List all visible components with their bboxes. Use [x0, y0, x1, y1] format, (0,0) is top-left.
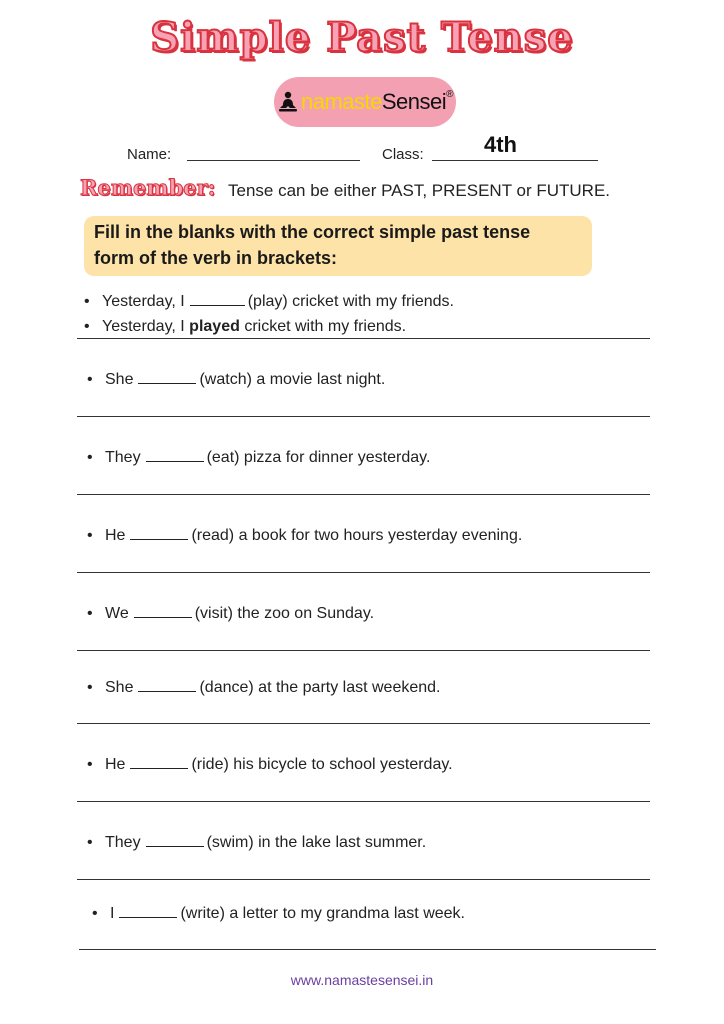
- example-answer: • Yesterday, I played cricket with my friends.: [84, 318, 407, 335]
- footer-url[interactable]: www.namastesensei.in: [290, 972, 434, 988]
- blank-field[interactable]: [134, 603, 192, 618]
- answer-line[interactable]: [77, 494, 650, 495]
- class-value: 4th: [484, 132, 517, 157]
- logo-text: namasteSensei®: [300, 89, 454, 114]
- question-item: • She (dance) at the party last weekend.: [87, 679, 441, 696]
- blank-field[interactable]: [130, 525, 188, 540]
- blank-field[interactable]: [138, 677, 196, 692]
- question-item: • He (read) a book for two hours yesterday evening.: [87, 527, 523, 544]
- answer-line[interactable]: [77, 572, 650, 573]
- example-blank: [190, 291, 245, 306]
- question-item: • She (watch) a movie last night.: [87, 371, 386, 388]
- question-item: • They (eat) pizza for dinner yesterday.: [87, 449, 431, 466]
- answer-line[interactable]: [77, 416, 650, 417]
- answer-line[interactable]: [79, 949, 656, 950]
- question-item: • They (swim) in the lake last summer.: [87, 834, 427, 851]
- meditating-person-icon: [277, 91, 299, 113]
- logo-badge: [274, 77, 456, 127]
- blank-field[interactable]: [146, 447, 204, 462]
- answer-line[interactable]: [77, 650, 650, 651]
- answer-line[interactable]: [77, 879, 650, 880]
- answer-line[interactable]: [77, 801, 650, 802]
- instruction-line-1: Fill in the blanks with the correct simple past tense: [94, 222, 531, 242]
- question-item: • I (write) a letter to my grandma last week.: [92, 905, 465, 922]
- blank-field[interactable]: [119, 903, 177, 918]
- name-label: Name:: [127, 146, 172, 163]
- remember-text: Tense can be either PAST, PRESENT or FUTURE.: [228, 181, 611, 200]
- worksheet-title: Simple Past Tense: [150, 14, 574, 61]
- instruction-box: [84, 216, 592, 276]
- remember-heading: Remember:: [80, 175, 216, 200]
- instruction-line-2: form of the verb in brackets:: [94, 248, 338, 268]
- class-label: Class:: [382, 146, 424, 163]
- blank-field[interactable]: [130, 754, 188, 769]
- blank-field[interactable]: [146, 832, 204, 847]
- class-field[interactable]: [432, 160, 598, 161]
- answer-line[interactable]: [77, 723, 650, 724]
- example-question: • Yesterday, I (play) cricket with my friends.: [84, 293, 454, 310]
- blank-field[interactable]: [138, 369, 196, 384]
- question-item: • He (ride) his bicycle to school yesterday.: [87, 756, 453, 773]
- question-item: • We (visit) the zoo on Sunday.: [87, 605, 375, 622]
- name-field[interactable]: [187, 160, 360, 161]
- answer-line: [77, 338, 650, 339]
